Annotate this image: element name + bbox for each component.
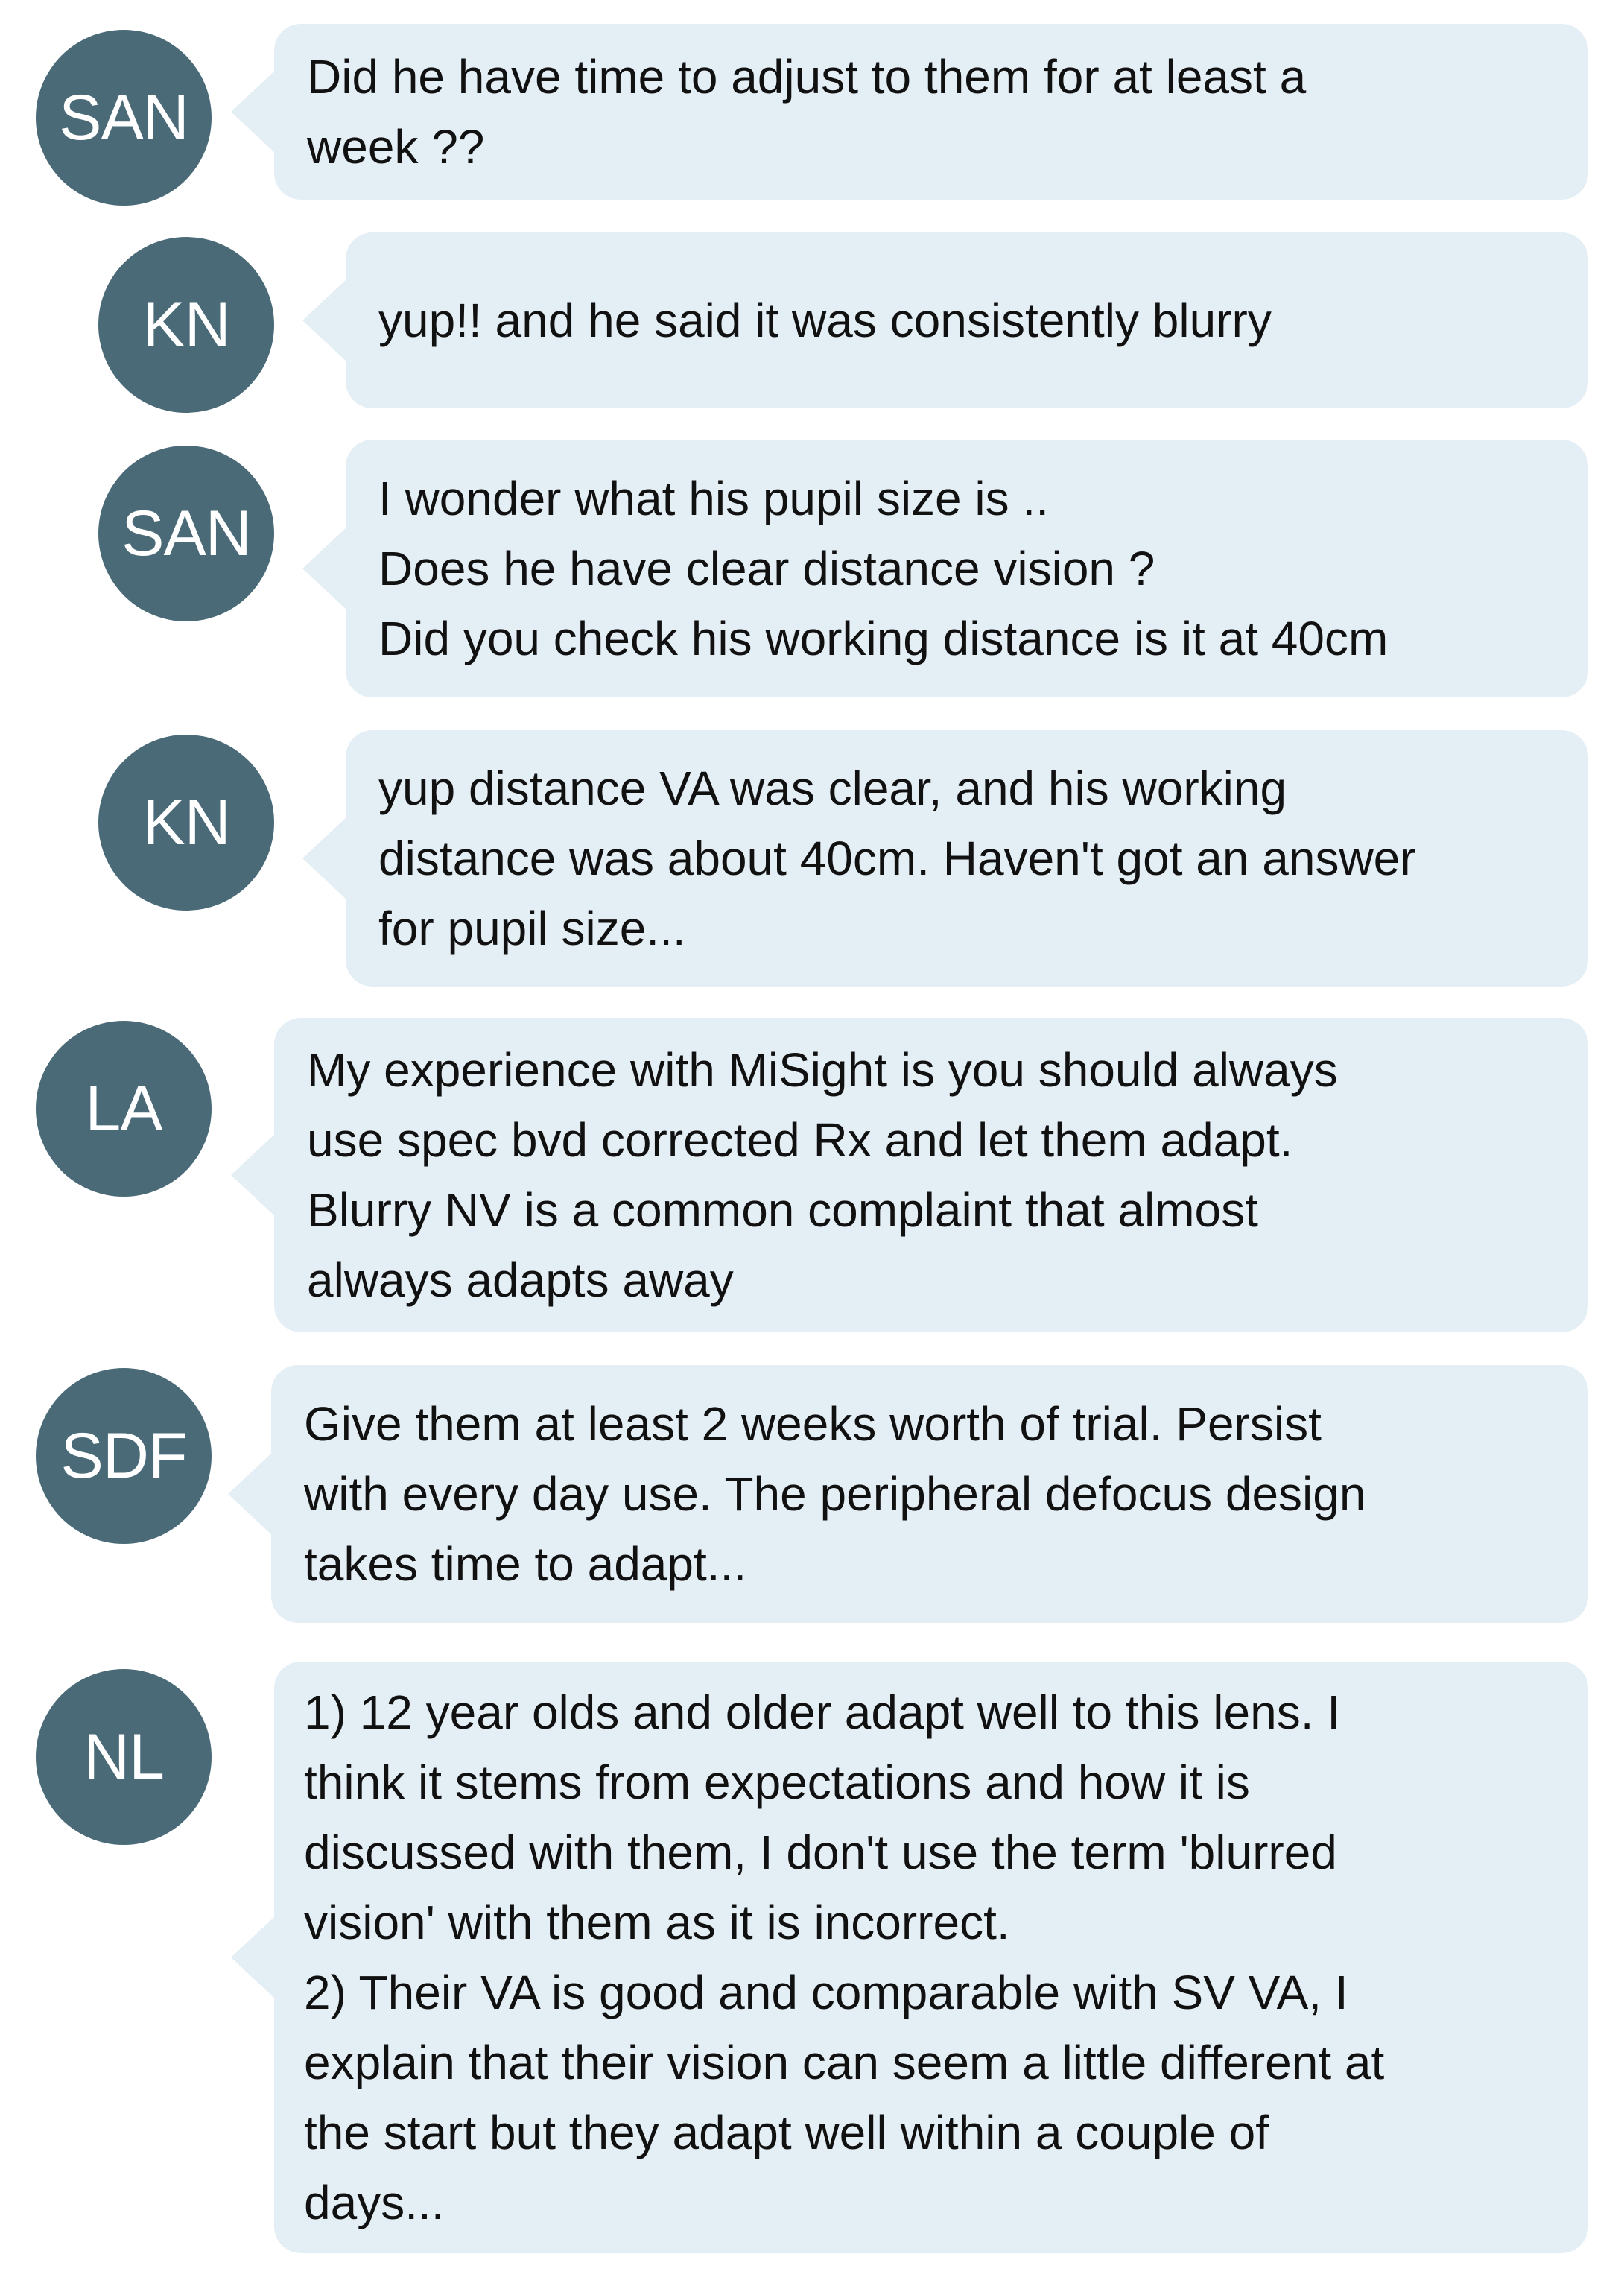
message-line: Does he have clear distance vision ? [378,542,1155,595]
message-line: days... [304,2176,445,2229]
avatar [36,30,212,206]
message-bubble [346,730,1588,987]
message-bubble [274,24,1588,200]
message-line: takes time to adapt... [304,1537,747,1591]
message-line: I wonder what his pupil size is .. [378,472,1049,525]
message-line: 1) 12 year olds and older adapt well to this lens. I [304,1685,1341,1739]
message-line: think it stems from expectations and how it is [304,1755,1250,1809]
avatar-initials: KN [142,288,230,361]
message-bubble [271,1365,1588,1623]
message-line: yup distance VA was clear, and his working [378,762,1287,815]
message-line: Give them at least 2 weeks worth of trial. Persist [304,1397,1322,1451]
avatar-initials: SAN [121,497,251,569]
avatar-initials: SAN [59,81,188,153]
message-line: vision' with them as it is incorrect. [304,1896,1010,1949]
message-line: My experience with MiSight is you should always [307,1043,1338,1097]
avatar-initials: KN [142,786,230,858]
message-bubble [346,232,1588,408]
message-bubble [346,440,1588,697]
message-line: always adapts away [307,1253,734,1307]
message-line: Blurry NV is a common complaint that almost [307,1183,1258,1237]
avatar [36,1021,212,1197]
message-line: yup!! and he said it was consistently blurry [378,294,1272,347]
message-line: the start but they adapt well within a couple of [304,2106,1269,2159]
message-line: Did you check his working distance is it at 40cm [378,612,1389,665]
message-bubble [274,1662,1588,2253]
message-line: explain that their vision can seem a little different at [304,2036,1385,2089]
message-line: use spec bvd corrected Rx and let them adapt. [307,1113,1293,1167]
message-line: distance was about 40cm. Haven't got an answer [378,832,1416,885]
avatar [98,446,274,621]
avatar-initials: SDF [60,1419,187,1492]
message-line: with every day use. The peripheral defocus design [304,1467,1366,1521]
avatar [98,735,274,911]
avatar [98,237,274,413]
message-line: week ?? [307,120,485,174]
message-line: discussed with them, I don't use the term 'blurred [304,1826,1337,1879]
message-line: Did he have time to adjust to them for at least a [307,50,1307,104]
avatar [36,1368,212,1544]
message-bubble [274,1018,1588,1332]
message-line: 2) Their VA is good and comparable with SV VA, I [304,1966,1348,2019]
avatar-initials: LA [85,1072,162,1144]
message-line: for pupil size... [378,902,686,955]
avatar [36,1669,212,1845]
avatar-initials: NL [83,1720,164,1793]
